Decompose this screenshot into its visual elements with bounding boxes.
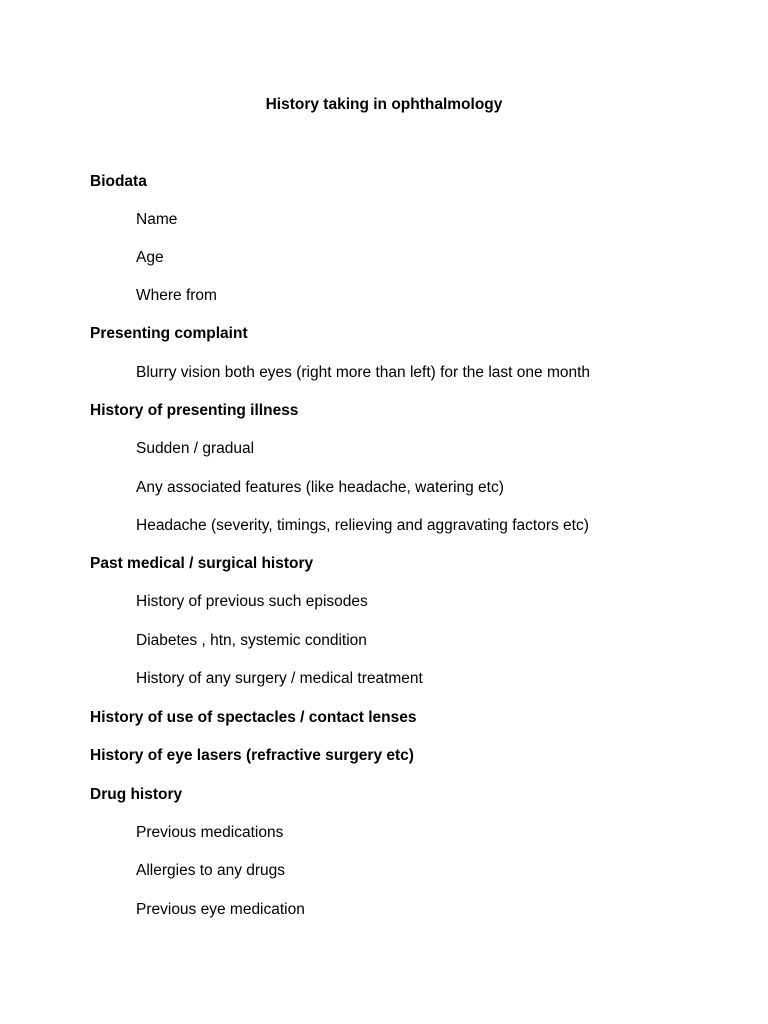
list-item: Diabetes , htn, systemic condition — [136, 632, 367, 649]
section-heading-hpi: History of presenting illness — [90, 402, 299, 419]
section-heading-lasers: History of eye lasers (refractive surgery etc) — [90, 747, 414, 764]
section-heading-past-history: Past medical / surgical history — [90, 555, 314, 572]
list-item: Previous medications — [136, 824, 284, 841]
list-item: Previous eye medication — [136, 901, 305, 918]
list-item: Sudden / gradual — [136, 440, 255, 457]
section-heading-spectacles: History of use of spectacles / contact lenses — [90, 709, 417, 726]
section-heading-presenting-complaint: Presenting complaint — [90, 325, 248, 342]
list-item: Name — [136, 211, 178, 228]
section-heading-drug-history: Drug history — [90, 786, 183, 803]
list-item: History of any surgery / medical treatment — [136, 670, 423, 687]
list-item: History of previous such episodes — [136, 593, 368, 610]
section-heading-biodata: Biodata — [90, 173, 147, 190]
document-title: History taking in ophthalmology — [265, 96, 503, 113]
list-item: Any associated features (like headache, watering etc) — [136, 479, 504, 496]
list-item: Blurry vision both eyes (right more than left) for the last one month — [136, 364, 591, 381]
list-item: Headache (severity, timings, relieving and aggravating factors etc) — [136, 517, 589, 534]
list-item: Where from — [136, 287, 217, 304]
list-item: Age — [136, 249, 164, 266]
list-item: Allergies to any drugs — [136, 862, 286, 879]
